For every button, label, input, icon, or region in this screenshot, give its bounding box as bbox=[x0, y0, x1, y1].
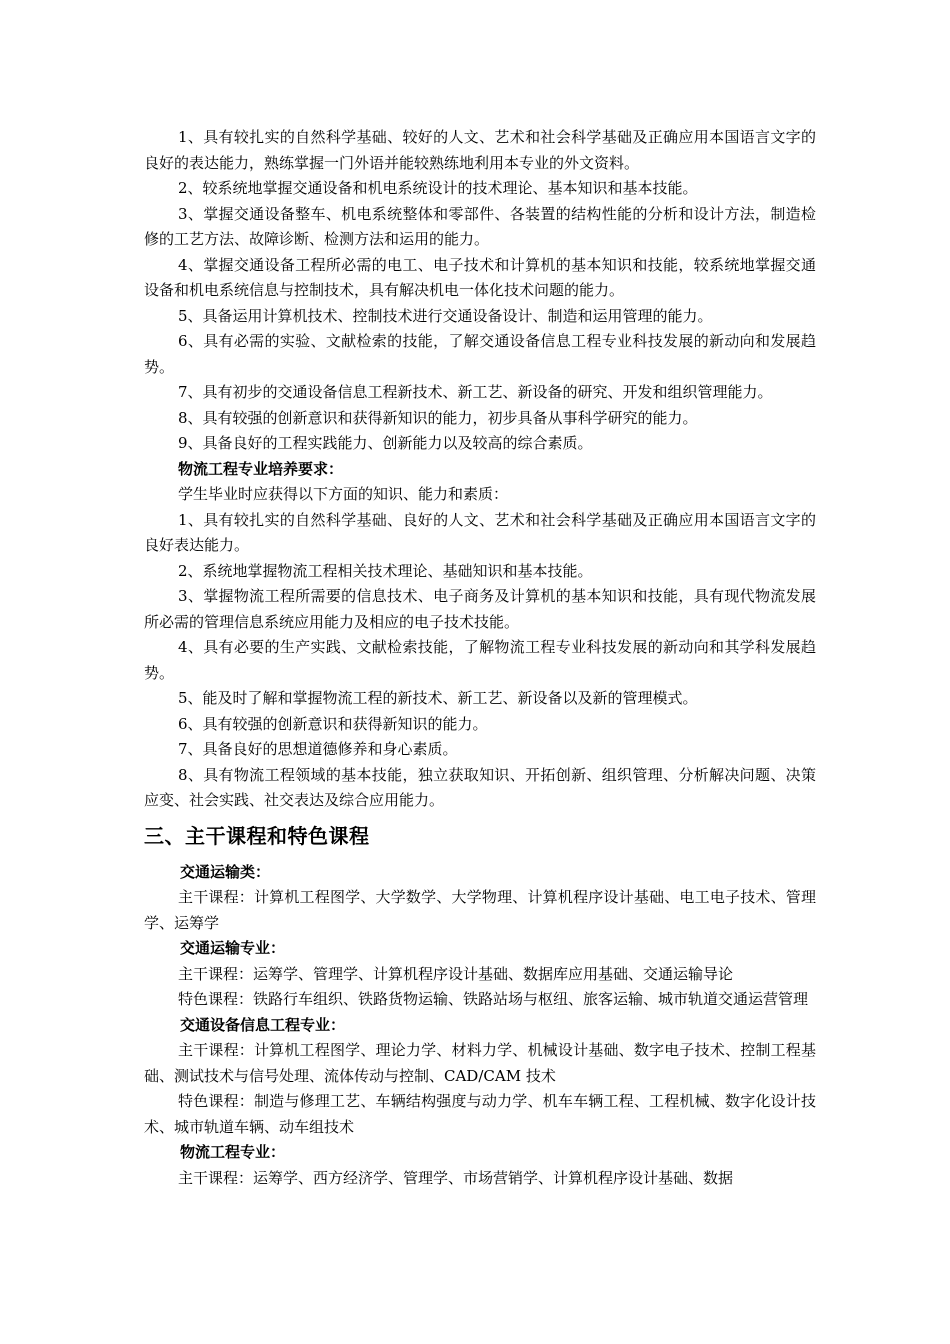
requirement-item: 5、具备运用计算机技术、控制技术进行交通设备设计、制造和运用管理的能力。 bbox=[178, 306, 713, 325]
requirement-item: 5、能及时了解和掌握物流工程的新技术、新工艺、新设备以及新的管理模式。 bbox=[178, 689, 698, 707]
requirement-item: 6、具有较强的创新意识和获得新知识的能力。 bbox=[178, 714, 488, 733]
logistics-requirements-heading: 物流工程专业培养要求： bbox=[178, 459, 344, 478]
section-heading: 三、主干课程和特色课程 bbox=[144, 823, 370, 848]
requirement-item: 1、具有较扎实的自然科学基础、较好的人文、艺术和社会科学基础及正确应用本国语言文字的良好的表达能力，熟练掌握一门外语并能较熟练地利用本专业的外文资料。 bbox=[144, 128, 816, 172]
course-category-label: 交通运输专业： bbox=[180, 939, 286, 957]
requirement-item: 8、具有物流工程领域的基本技能，独立获取知识、开拓创新、组织管理、分析解决问题、决策应变、社会实践、社交表达及综合应用能力。 bbox=[144, 765, 816, 809]
requirement-item: 3、掌握物流工程所需要的信息技术、电子商务及计算机的基本知识和技能，具有现代物流发展所必需的管理信息系统应用能力及相应的电子技术技能。 bbox=[144, 587, 816, 631]
main-courses: 主干课程：计算机工程图学、理论力学、材料力学、机械设计基础、数字电子技术、控制工程基础、测试技术与信号处理、流体传动与控制、CAD/CAM 技术 bbox=[144, 1041, 816, 1085]
main-courses: 主干课程：计算机工程图学、大学数学、大学物理、计算机程序设计基础、电工电子技术、管理学、运筹学 bbox=[144, 888, 816, 932]
main-courses: 主干课程：运筹学、西方经济学、管理学、市场营销学、计算机程序设计基础、数据 bbox=[178, 1168, 734, 1187]
logistics-intro: 学生毕业时应获得以下方面的知识、能力和素质： bbox=[178, 485, 509, 503]
feature-courses: 特色课程：制造与修理工艺、车辆结构强度与动力学、机车车辆工程、工程机械、数字化设计技术、城市轨道车辆、动车组技术 bbox=[144, 1092, 816, 1136]
requirement-item: 9、具备良好的工程实践能力、创新能力以及较高的综合素质。 bbox=[178, 434, 593, 452]
requirement-item: 7、具有初步的交通设备信息工程新技术、新工艺、新设备的研究、开发和组织管理能力。 bbox=[178, 383, 773, 401]
main-courses: 主干课程：运筹学、管理学、计算机程序设计基础、数据库应用基础、交通运输导论 bbox=[178, 964, 734, 983]
requirement-item: 1、具有较扎实的自然科学基础、良好的人文、艺术和社会科学基础及正确应用本国语言文字的良好表达能力。 bbox=[144, 510, 816, 554]
course-category-label: 交通运输类： bbox=[180, 862, 271, 881]
requirement-item: 3、掌握交通设备整车、机电系统整体和零部件、各装置的结构性能的分析和设计方法，制造检修的工艺方法、故障诊断、检测方法和运用的能力。 bbox=[144, 204, 816, 248]
requirement-item: 7、具备良好的思想道德修养和身心素质。 bbox=[178, 740, 458, 758]
requirement-item: 4、具有必要的生产实践、文献检索技能，了解物流工程专业科技发展的新动向和其学科发展趋势。 bbox=[144, 638, 816, 682]
requirement-item: 4、掌握交通设备工程所必需的电工、电子技术和计算机的基本知识和技能，较系统地掌握交通设备和机电系统信息与控制技术，具有解决机电一体化技术问题的能力。 bbox=[144, 255, 816, 299]
requirement-item: 6、具有必需的实验、文献检索的技能，了解交通设备信息工程专业科技发展的新动向和发展趋势。 bbox=[144, 332, 816, 376]
requirement-item: 2、较系统地掌握交通设备和机电系统设计的技术理论、基本知识和基本技能。 bbox=[178, 179, 698, 197]
document-body bbox=[144, 125, 816, 1191]
course-category-label: 交通设备信息工程专业： bbox=[180, 1015, 346, 1034]
requirement-item: 8、具有较强的创新意识和获得新知识的能力，初步具备从事科学研究的能力。 bbox=[178, 408, 698, 427]
requirement-item: 2、系统地掌握物流工程相关技术理论、基础知识和基本技能。 bbox=[178, 561, 593, 580]
course-category-label: 物流工程专业： bbox=[180, 1143, 286, 1161]
feature-courses: 特色课程：铁路行车组织、铁路货物运输、铁路站场与枢纽、旅客运输、城市轨道交通运营管理 bbox=[178, 990, 809, 1008]
